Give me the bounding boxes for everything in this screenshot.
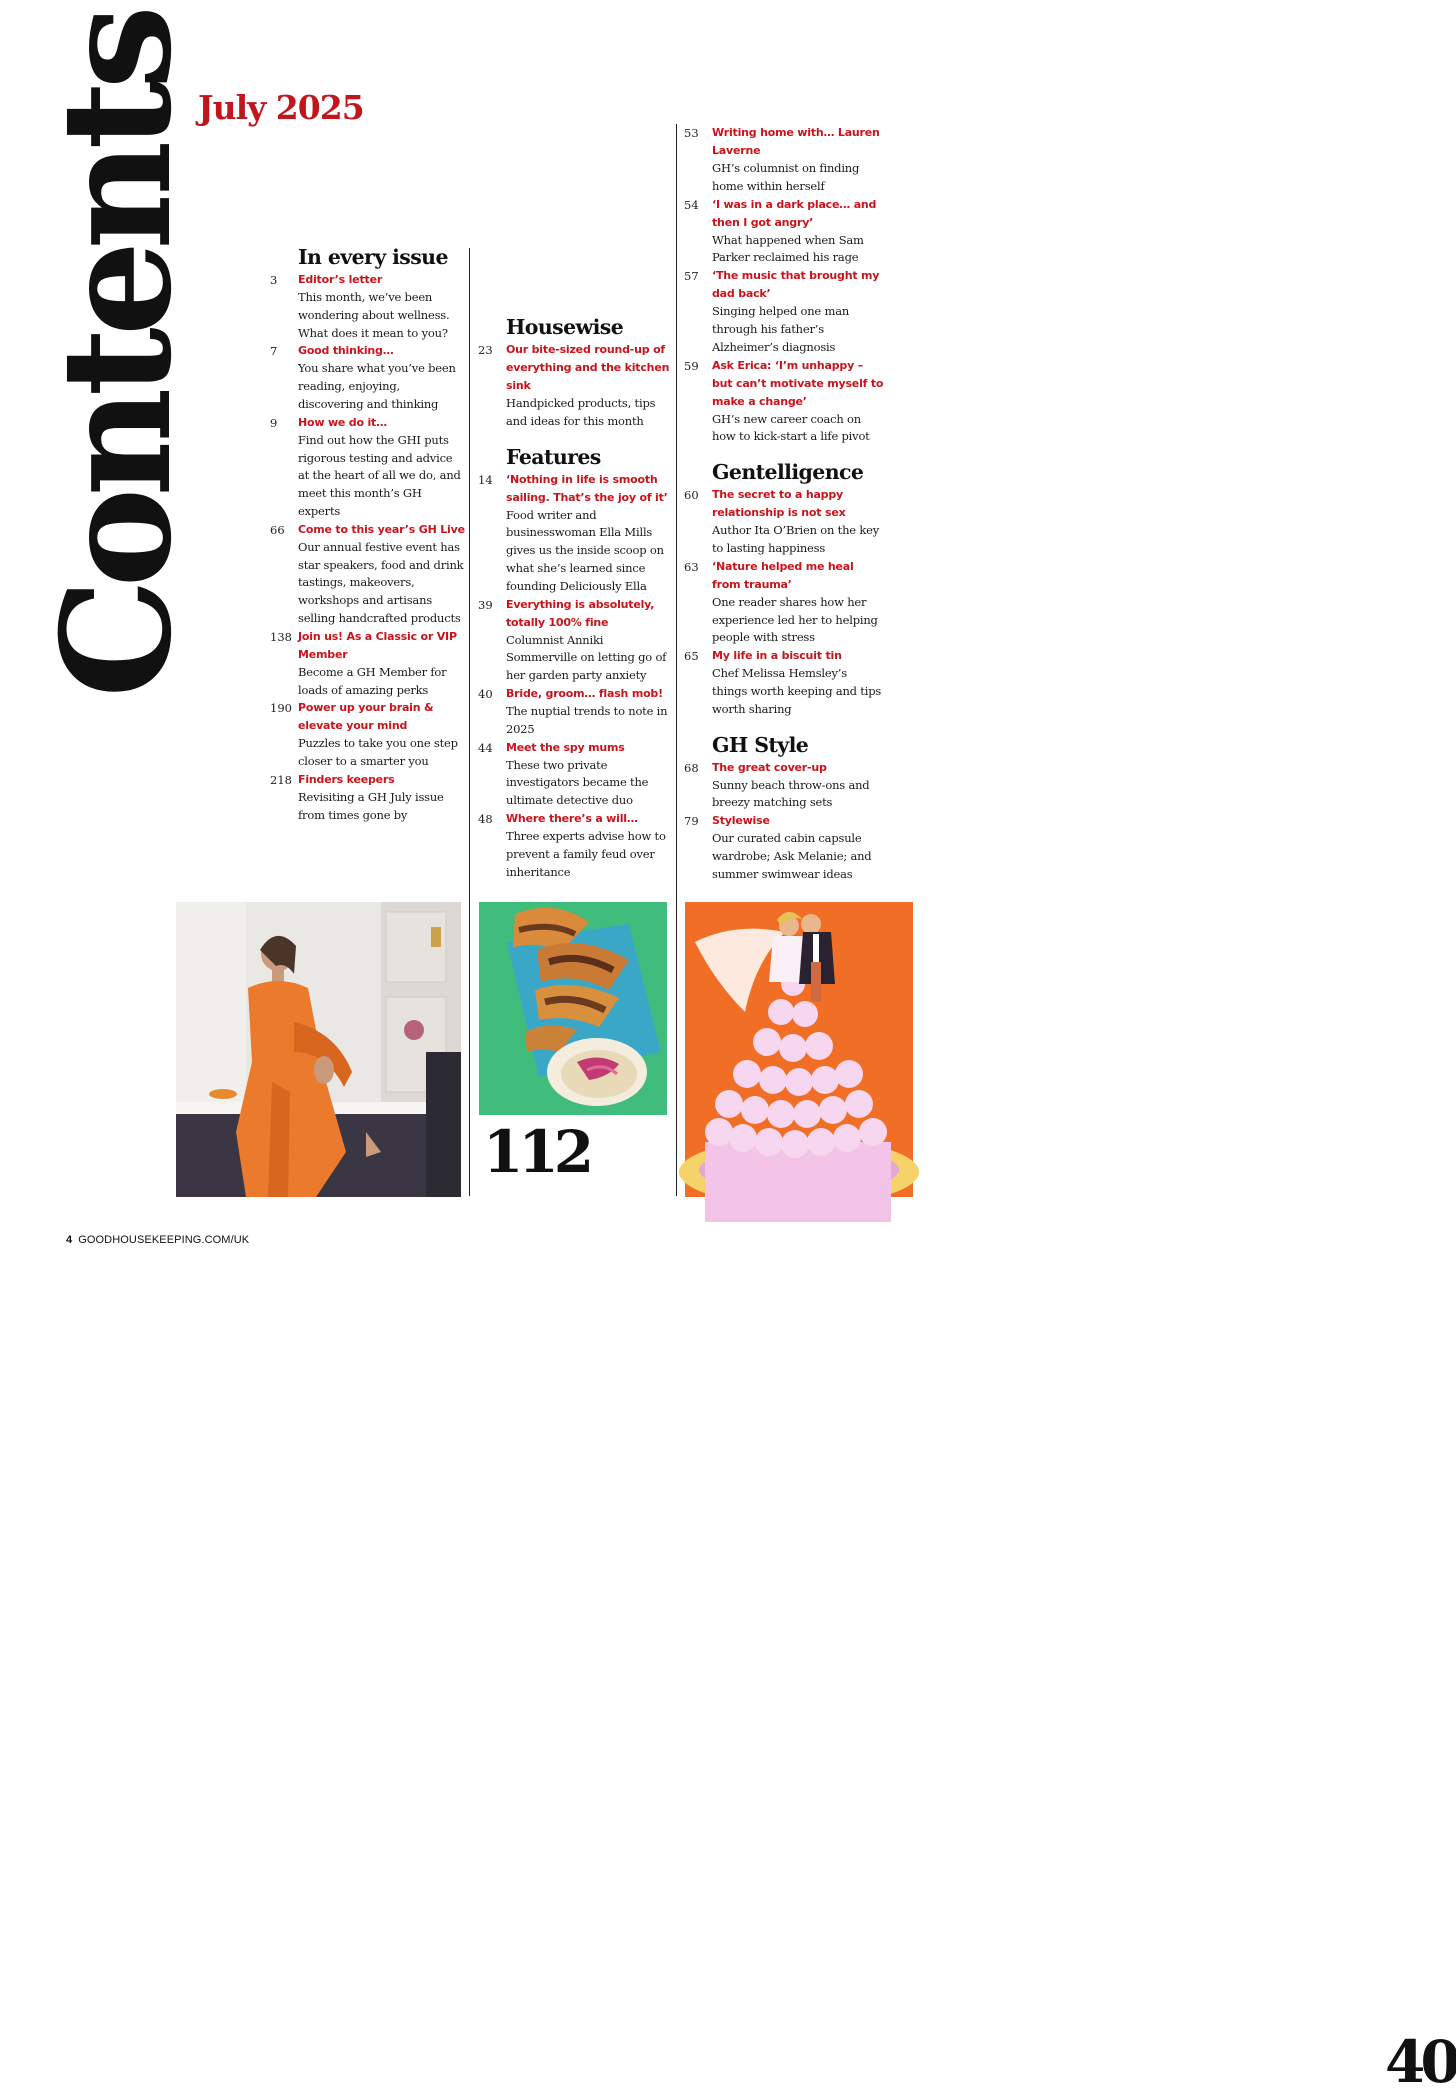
section-heading: Gentelligence (712, 460, 864, 485)
entry-title[interactable]: ‘I was in a dark place… and then I got angry’ (712, 197, 877, 229)
page-number: 9 (270, 415, 278, 430)
entry-description: Handpicked products, tips and ideas for this month (506, 396, 656, 428)
entry-title[interactable]: Bride, groom… flash mob! (506, 686, 663, 700)
entry-title[interactable]: ‘Nothing in life is smooth sailing. That’s the joy of it’ (506, 472, 668, 504)
entry-description: Sunny beach throw-ons and breezy matching sets (712, 777, 870, 810)
page-number: 59 (684, 358, 699, 373)
entry-title[interactable]: Where there’s a will… (506, 811, 638, 825)
entry-description: Find out how the GHI puts rigorous testing and advice at the heart of all we do, and meet this month’s GH experts (298, 432, 461, 518)
entry-title[interactable]: Everything is absolutely, totally 100% fine (506, 597, 655, 629)
entry-description: Our curated cabin capsule wardrobe; Ask Melanie; and summer swimwear ideas (712, 831, 872, 881)
page-number: 14 (478, 472, 493, 487)
wedding-cake-illustration (685, 902, 913, 1197)
entry-title[interactable]: My life in a biscuit tin (712, 649, 842, 663)
toc-entry[interactable] (684, 357, 884, 447)
toc-entry[interactable] (684, 124, 884, 196)
page-number: 39 (478, 597, 493, 612)
entry-description: What happened when Sam Parker reclaimed his rage (712, 232, 864, 265)
illustration-wedding-cake[interactable] (685, 902, 1456, 2096)
entry-title[interactable]: Finders keepers (298, 772, 395, 786)
entry-title[interactable]: ‘Nature helped me heal from trauma’ (712, 559, 854, 591)
entry-title[interactable]: Come to this year’s GH Live (298, 522, 465, 536)
footer-page-number: 4 (66, 1234, 73, 1246)
entry-description: Our annual festive event has star speakers, food and drink tastings, makeovers, workshops and artisans selling handcrafted products (298, 539, 464, 625)
section-heading: GH Style (712, 732, 809, 757)
entry-title[interactable]: Join us! As a Classic or VIP Member (298, 629, 457, 661)
woman-orange-dress-image (176, 902, 461, 1197)
toc-entry[interactable] (478, 341, 672, 431)
page-footer (66, 1234, 249, 1246)
page-number: 65 (684, 649, 699, 664)
toc-entry[interactable] (270, 414, 466, 521)
section-heading: Features (506, 444, 601, 469)
toc-entry[interactable] (684, 647, 884, 718)
entry-description: This month, we’ve been wondering about wellness. What does it mean to you? (298, 290, 450, 340)
toc-entry[interactable] (684, 558, 884, 647)
entry-description: Revisiting a GH July issue from times gone by (298, 789, 444, 822)
footer-site-link[interactable]: GOODHOUSEKEEPING.COM/UK (78, 1234, 250, 1246)
toc-entry[interactable] (684, 486, 884, 558)
photo-ella-mills[interactable] (176, 902, 461, 2096)
image-page-number: 14 (362, 2028, 433, 2096)
page-number: 40 (478, 686, 493, 701)
image-page-number: 112 (483, 1118, 590, 1186)
toc-entry[interactable] (478, 596, 672, 685)
entry-description: Chef Melissa Hemsley’s things worth keeping and tips worth sharing (712, 666, 882, 716)
image-page-number: 40 (1385, 2028, 1456, 2096)
toc-entry[interactable] (270, 271, 466, 342)
entry-description: These two private investigators became the ultimate detective duo (506, 757, 649, 808)
section-heading: Housewise (506, 315, 624, 339)
column-housewise-features (478, 314, 672, 881)
entry-description: Singing helped one man through his father’s Alzheimer’s diagnosis (712, 304, 850, 354)
column-divider (469, 248, 470, 1196)
entry-title[interactable]: Stylewise (712, 814, 770, 828)
page-number: 190 (270, 701, 292, 716)
photo-flatbreads[interactable] (479, 902, 667, 1115)
entry-title[interactable]: ‘The music that brought my dad back’ (712, 269, 880, 301)
page-number: 57 (684, 269, 699, 284)
page-number: 7 (270, 344, 278, 359)
entry-description: Become a GH Member for loads of amazing perks (298, 664, 447, 697)
entry-description: Three experts advise how to prevent a family feud over inheritance (506, 828, 666, 879)
contents-title (29, 13, 205, 698)
toc-entry[interactable] (270, 699, 466, 771)
page-number: 218 (270, 772, 292, 787)
page-number: 60 (684, 488, 699, 503)
entry-title[interactable]: How we do it… (298, 415, 387, 429)
issue-date: July 2025 (198, 88, 364, 127)
toc-entry[interactable] (684, 812, 884, 883)
page-number: 44 (478, 740, 493, 755)
entry-title[interactable]: Writing home with… Lauren Laverne (712, 126, 880, 157)
entry-description: Author Ita O’Brien on the key to lasting happiness (712, 523, 880, 555)
column-in-every-issue (270, 244, 466, 825)
toc-entry[interactable] (270, 771, 466, 825)
toc-entry[interactable] (478, 471, 672, 596)
entry-description: You share what you’ve been reading, enjoying, discovering and thinking (298, 361, 456, 411)
entry-description: Puzzles to take you one step closer to a smarter you (298, 736, 458, 769)
toc-entry[interactable] (270, 521, 466, 628)
toc-entry[interactable] (684, 196, 884, 268)
toc-entry[interactable] (270, 628, 466, 700)
entry-title[interactable]: Good thinking… (298, 344, 394, 358)
entry-description: GH’s columnist on finding home within herself (712, 161, 860, 193)
entry-description: Columnist Anniki Sommerville on letting go of her garden party anxiety (506, 632, 667, 683)
contents-title-text: Contents (29, 13, 205, 698)
entry-title[interactable]: The secret to a happy relationship is not sex (712, 488, 846, 520)
flatbread-food-image (479, 902, 667, 1115)
entry-title[interactable]: Meet the spy mums (506, 740, 625, 754)
page-number: 3 (270, 273, 278, 287)
entry-description: The nuptial trends to note in 2025 (506, 703, 668, 736)
toc-entry[interactable] (684, 267, 884, 356)
page-number: 54 (684, 197, 699, 212)
entry-description: One reader shares how her experience led her to helping people with stress (712, 594, 878, 645)
entry-title[interactable]: Power up your brain & elevate your mind (298, 701, 434, 733)
column-features-cont (684, 124, 884, 884)
toc-entry[interactable] (684, 759, 884, 813)
page-number: 138 (270, 629, 292, 644)
toc-entry[interactable] (478, 739, 672, 810)
entry-title[interactable]: Ask Erica: ‘I’m unhappy – but can’t motivate myself to make a change’ (712, 358, 884, 408)
page-number: 66 (270, 522, 285, 537)
page-number: 79 (684, 814, 699, 829)
entry-description: GH’s new career coach on how to kick-start a life pivot (712, 411, 870, 444)
entry-title[interactable]: Our bite-sized round-up of everything and the kitchen sink (506, 343, 670, 392)
section-heading: In every issue (298, 245, 448, 269)
page-number: 63 (684, 559, 699, 574)
page-number: 48 (478, 811, 493, 826)
toc-entry[interactable] (270, 342, 466, 413)
page-number: 68 (684, 760, 699, 775)
page-number: 53 (684, 126, 699, 140)
page-number: 23 (478, 343, 493, 357)
toc-entry[interactable] (478, 685, 672, 739)
toc-entry[interactable] (478, 810, 672, 881)
entry-title[interactable]: Editor’s letter (298, 273, 383, 286)
entry-description: Food writer and businesswoman Ella Mills gives us the inside scoop on what she’s learned since founding Deliciously Ella (506, 507, 664, 593)
entry-title[interactable]: The great cover-up (712, 760, 827, 774)
column-divider (676, 124, 677, 1196)
